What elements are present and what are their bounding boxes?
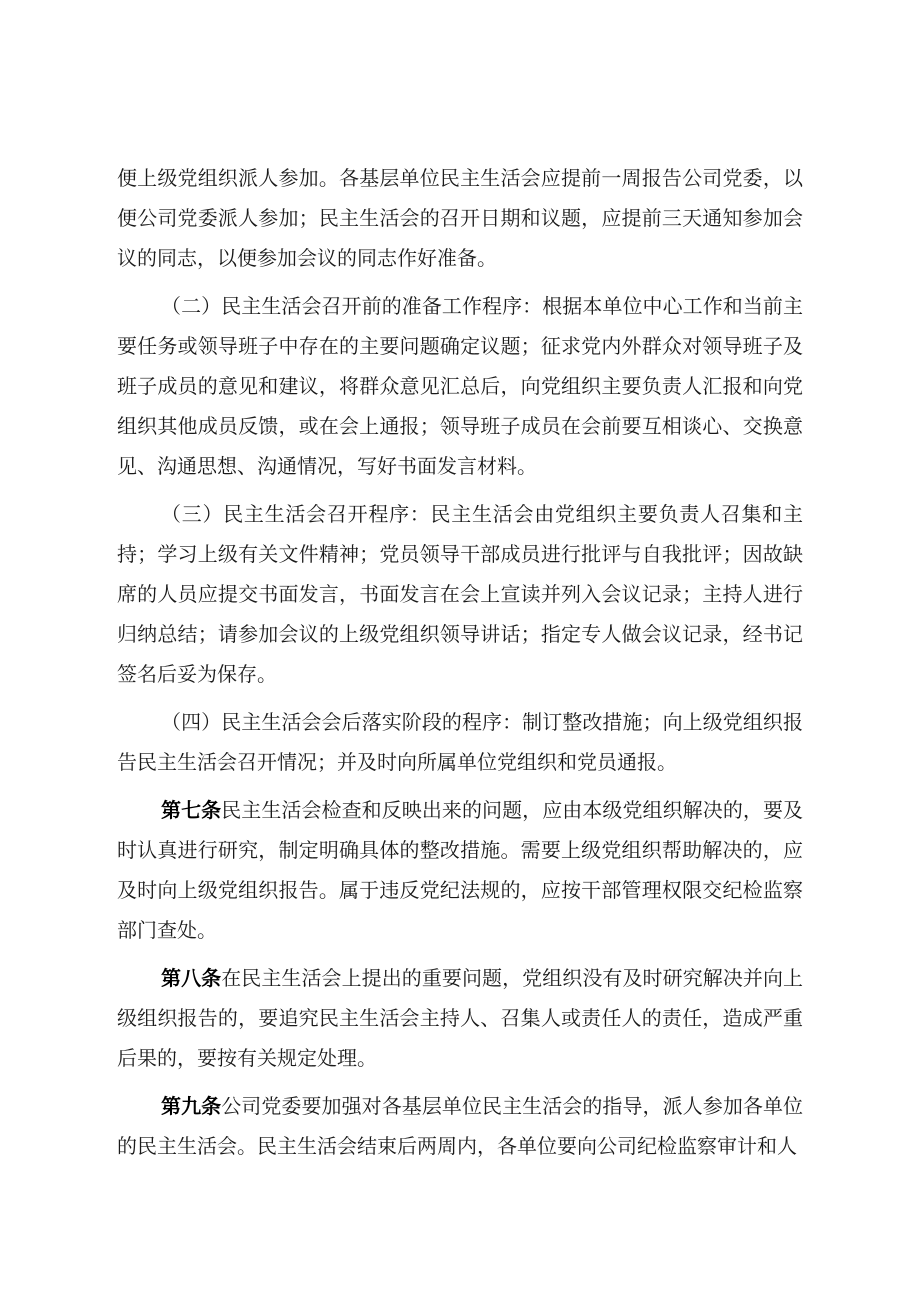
paragraph-text: 公司党委要加强对各基层单位民主生活会的指导，派人参加各单位的民主生活会。民主生活会结束后两周内，各单位要向公司纪检监察审计和人 bbox=[117, 1094, 804, 1158]
article-heading: 第七条 bbox=[161, 798, 222, 822]
article-heading: 第八条 bbox=[161, 966, 222, 990]
paragraph-text: 在民主生活会上提出的重要问题，党组织没有及时研究解决并向上级组织报告的，要追究民主生活会主持人、召集人或责任人的责任，造成严重后果的，要按有关规定处理。 bbox=[117, 966, 804, 1070]
paragraph-text: （二）民主生活会召开前的准备工作程序：根据本单位中心工作和当前主要任务或领导班子中存在的主要问题确定议题；征求党内外群众对领导班子及班子成员的意见和建议，将群众意见汇总后，向党组织主要负责人汇报和向党组织其他成员反馈，或在会上通报；领导班子成员在会前要互相谈心、交换意见、沟通思想、沟通情况，写好书面发言材料。 bbox=[117, 294, 803, 478]
paragraph-text: （三）民主生活会召开程序：民主生活会由党组织主要负责人召集和主持；学习上级有关文件精神；党员领导干部成员进行批评与自我批评；因故缺席的人员应提交书面发言，书面发言在会上宣读并列入会议记录；主持人进行归纳总结；请参加会议的上级党组织领导讲话；指定专人做会议记录，经书记签名后妥为保存。 bbox=[117, 502, 803, 686]
article-heading: 第九条 bbox=[161, 1094, 222, 1118]
paragraph-text: 民主生活会检查和反映出来的问题，应由本级党组织解决的，要及时认真进行研究，制定明确具体的整改措施。需要上级党组织帮助解决的，应及时向上级党组织报告。属于违反党纪法规的，应按干部管理权限交纪检监察部门查处。 bbox=[117, 798, 804, 942]
article-8 bbox=[117, 958, 803, 1078]
paragraph-item-3 bbox=[117, 494, 803, 694]
paragraph-item-2 bbox=[117, 286, 803, 486]
document-body bbox=[117, 158, 803, 1166]
paragraph-text: （四）民主生活会会后落实阶段的程序：制订整改措施；向上级党组织报告民主生活会召开情况；并及时向所属单位党组织和党员通报。 bbox=[117, 710, 803, 774]
article-9 bbox=[117, 1086, 803, 1166]
paragraph-text: 便上级党组织派人参加。各基层单位民主生活会应提前一周报告公司党委，以便公司党委派人参加；民主生活会的召开日期和议题，应提前三天通知参加会议的同志，以便参加会议的同志作好准备。 bbox=[117, 166, 803, 270]
paragraph-item-4 bbox=[117, 702, 803, 782]
article-7 bbox=[117, 790, 803, 950]
paragraph-continuation bbox=[117, 158, 803, 278]
